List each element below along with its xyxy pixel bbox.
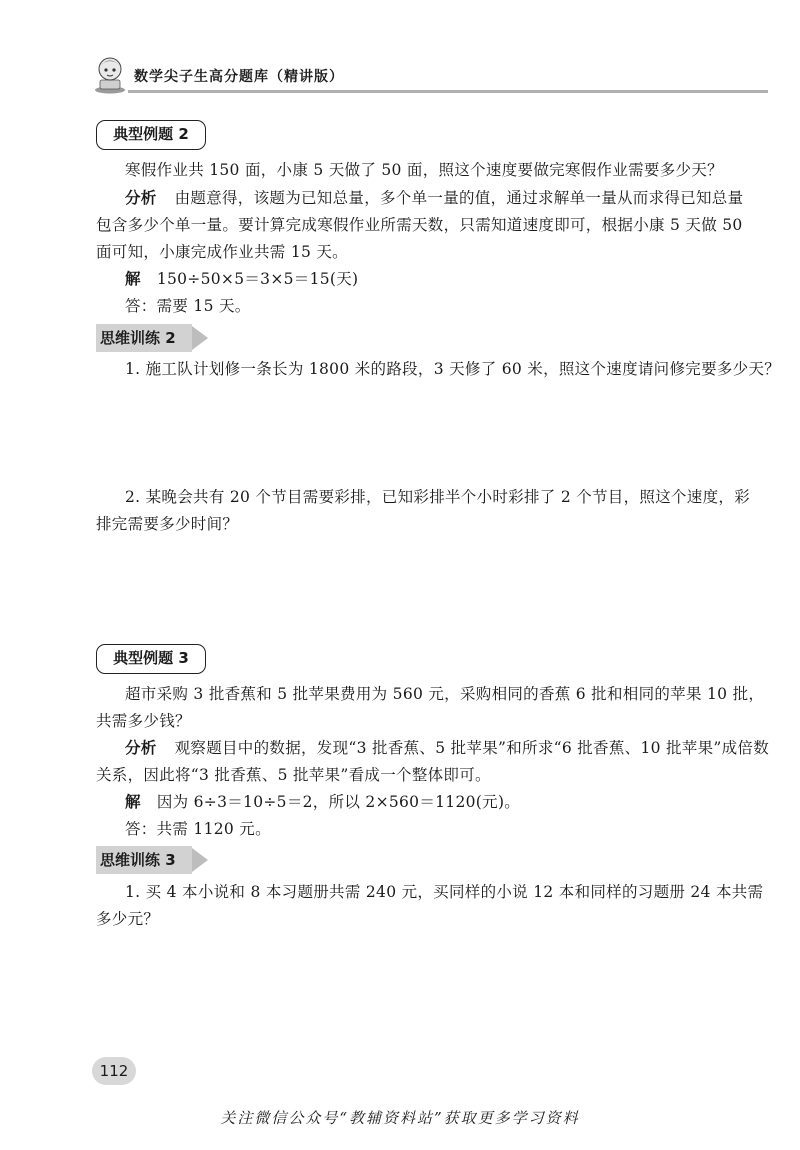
- example-3-analysis-line-2: 关系，因此将“3 批香蕉、5 批苹果”看成一个整体即可。: [96, 766, 491, 784]
- solution-label: 解: [125, 270, 141, 288]
- training-3-question-1-line-1: 1. 买 4 本小说和 8 本习题册共需 240 元，买同样的小说 12 本和同样的习题册 24 本共需: [125, 883, 764, 901]
- example-2-answer: 答：需要 15 天。: [125, 297, 251, 315]
- analysis-text: 由题意得，该题为已知总量，多个单一量的值，通过求解单一量从而求得已知总量: [174, 189, 744, 207]
- footer-promo-text: 关注微信公众号“教辅资料站”获取更多学习资料: [220, 1109, 580, 1127]
- analysis-label: 分析: [125, 189, 157, 207]
- example-2-analysis-line-1: [125, 187, 743, 209]
- student-mascot-icon: [92, 54, 128, 94]
- book-title: 数学尖子生高分题库（精讲版）: [134, 69, 344, 85]
- example-2-heading: 典型例题 2: [96, 120, 206, 150]
- page-number: 112: [92, 1057, 136, 1085]
- training-2-question-2-line-1: 2. 某晚会共有 20 个节目需要彩排，已知彩排半个小时彩排了 2 个节目，照这个速度，彩: [125, 488, 751, 506]
- solution-text: 150÷50×5＝3×5＝15(天): [156, 270, 359, 288]
- solution-label: 解: [125, 793, 141, 811]
- training-2-question-1: 1. 施工队计划修一条长为 1800 米的路段，3 天修了 60 米，照这个速度请问修完要多少天？: [125, 360, 781, 378]
- header-divider: [128, 90, 768, 93]
- example-2-analysis-line-3: 面可知，小康完成作业共需 15 天。: [96, 243, 348, 261]
- training-2-question-2-line-2: 排完需要多少时间？: [96, 515, 239, 533]
- example-3-solution: [125, 791, 520, 813]
- tag-arrow-icon: [192, 848, 208, 872]
- example-2-question: 寒假作业共 150 面，小康 5 天做了 50 面，照这个速度要做完寒假作业需要多少天？: [125, 161, 723, 179]
- example-2-analysis-line-2: 包含多少个单一量。要计算完成寒假作业所需天数，只需知道速度即可，根据小康 5 天做 50: [96, 216, 743, 234]
- tag-arrow-icon: [192, 326, 208, 350]
- example-2-solution: [125, 268, 358, 290]
- example-3-answer: 答：共需 1120 元。: [125, 820, 271, 838]
- example-3-analysis-line-1: [125, 737, 769, 759]
- training-3-question-1-line-2: 多少元？: [96, 910, 160, 928]
- example-3-question-line-2: 共需多少钱？: [96, 712, 191, 730]
- analysis-label: 分析: [125, 739, 157, 757]
- example-3-question-line-1: 超市采购 3 批香蕉和 5 批苹果费用为 560 元，采购相同的香蕉 6 批和相同的苹果 10 批，: [125, 685, 765, 703]
- page-header: [92, 50, 732, 100]
- analysis-text: 观察题目中的数据，发现“3 批香蕉、5 批苹果”和所求“6 批香蕉、10 批苹果”成倍数: [174, 739, 770, 757]
- solution-text: 因为 6÷3＝10÷5＝2，所以 2×560＝1120(元)。: [156, 793, 521, 811]
- example-3-heading: 典型例题 3: [96, 644, 206, 674]
